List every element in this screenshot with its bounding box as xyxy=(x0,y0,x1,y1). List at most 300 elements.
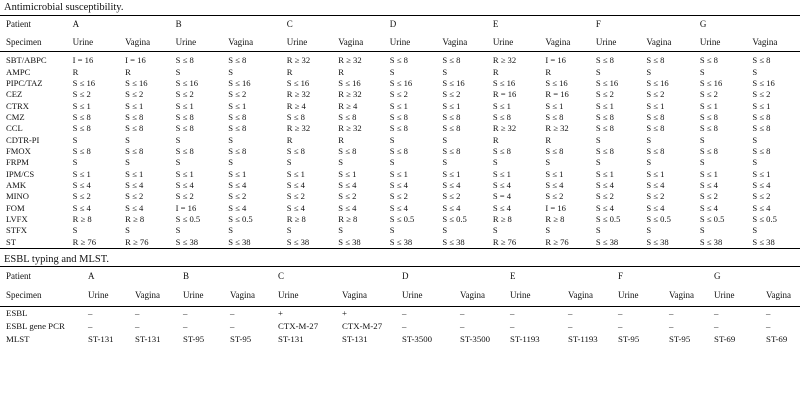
specimen-urine-header: Urine xyxy=(384,33,437,52)
mic-value: S xyxy=(595,134,601,145)
mic-value: S ≤ 8 xyxy=(286,145,305,156)
mic-value: S xyxy=(125,134,130,145)
mic-value: S ≤ 2 xyxy=(72,89,91,100)
patient-f-header: F xyxy=(590,16,694,34)
esbl-value: CTX-M-27 xyxy=(278,321,319,332)
mic-value: S ≤ 1 xyxy=(545,100,564,111)
mic-value: S xyxy=(646,66,652,77)
mic-value: S ≤ 8 xyxy=(699,123,718,134)
esbl-value: – xyxy=(460,308,465,319)
mic-value: R ≥ 32 xyxy=(492,123,517,134)
mic-value: S xyxy=(699,66,705,77)
mic-value: S ≤ 4 xyxy=(228,179,247,190)
mic-value: S ≤ 4 xyxy=(72,179,91,190)
mic-value: S xyxy=(442,225,448,236)
mic-value: S ≤ 16 xyxy=(442,77,465,88)
mic-value: S ≤ 8 xyxy=(442,55,461,66)
esbl-row-label: MLST xyxy=(6,334,30,345)
patient-b-header: B xyxy=(170,16,281,34)
mic-value: R ≥ 4 xyxy=(286,100,306,111)
patient-d-header: D xyxy=(396,266,504,285)
mic-value: S ≤ 1 xyxy=(752,168,771,179)
mic-value: S ≤ 4 xyxy=(338,202,357,213)
specimen-urine-header: Urine xyxy=(708,285,760,307)
mic-value: S ≤ 4 xyxy=(228,202,247,213)
mic-value: S ≤ 8 xyxy=(752,111,771,122)
specimen-vagina-header: Vagina xyxy=(332,33,384,52)
specimen-urine-header: Urine xyxy=(504,285,562,307)
mic-value: S xyxy=(646,134,652,145)
drug-name: CMZ xyxy=(6,111,25,122)
mic-value: S ≤ 8 xyxy=(125,123,144,134)
patient-e-header: E xyxy=(504,266,612,285)
susceptibility-row xyxy=(0,52,800,67)
mic-value: S ≤ 8 xyxy=(646,123,665,134)
mic-value: S ≤ 4 xyxy=(286,202,305,213)
mic-value: S ≤ 8 xyxy=(545,145,564,156)
mic-value: S ≤ 2 xyxy=(338,191,357,202)
mic-value: S ≤ 38 xyxy=(332,237,384,249)
specimen-urine-header: Urine xyxy=(396,285,454,307)
mic-value: S xyxy=(125,157,130,168)
mic-value: S ≤ 4 xyxy=(389,202,408,213)
mic-value: R xyxy=(492,134,499,145)
mic-value: S xyxy=(752,157,758,168)
mic-value: S xyxy=(442,134,448,145)
drug-name: SBT/ABPC xyxy=(6,55,47,66)
mic-value: S ≤ 8 xyxy=(699,55,718,66)
susceptibility-row xyxy=(0,89,800,100)
mic-value: S ≤ 8 xyxy=(228,145,247,156)
specimen-vagina-header: Vagina xyxy=(436,33,487,52)
mic-value: R xyxy=(72,66,79,77)
mic-value: S ≤ 8 xyxy=(595,55,614,66)
mic-value: S ≤ 1 xyxy=(228,168,247,179)
mic-value: S ≤ 4 xyxy=(699,179,718,190)
mic-value: S ≤ 38 xyxy=(694,237,747,249)
esbl-value: ST-1193 xyxy=(510,334,540,345)
mic-value: S ≤ 2 xyxy=(442,89,461,100)
patient-d-header: D xyxy=(384,16,487,34)
susceptibility-row xyxy=(0,202,800,213)
mic-value: S ≤ 1 xyxy=(442,168,461,179)
mic-value: R xyxy=(545,134,552,145)
mic-value: S ≤ 38 xyxy=(640,237,694,249)
specimen-urine-header: Urine xyxy=(487,33,540,52)
specimen-vagina-header: Vagina xyxy=(640,33,694,52)
mic-value: S ≤ 16 xyxy=(389,77,413,88)
mic-value: I = 16 xyxy=(545,202,566,213)
mic-value: I = 16 xyxy=(545,55,566,66)
mic-value: S ≤ 2 xyxy=(286,191,305,202)
mic-value: S ≤ 1 xyxy=(72,168,91,179)
mic-value: S ≤ 4 xyxy=(595,202,614,213)
mic-value: S ≤ 4 xyxy=(646,179,665,190)
mic-value: S ≤ 8 xyxy=(72,145,91,156)
mic-value: R ≥ 8 xyxy=(338,213,358,224)
mic-value: S xyxy=(228,225,233,236)
mic-value: S ≤ 8 xyxy=(699,111,718,122)
mic-value: S ≤ 16 xyxy=(752,77,775,88)
mic-value: S ≤ 0.5 xyxy=(595,213,621,224)
drug-name: FRPM xyxy=(6,157,29,168)
mic-value: S xyxy=(72,225,78,236)
susceptibility-row xyxy=(0,191,800,202)
drug-name: ST xyxy=(0,237,67,249)
susceptibility-row xyxy=(0,123,800,134)
mic-value: S xyxy=(175,157,181,168)
patient-e-header: E xyxy=(487,16,590,34)
specimen-urine-header: Urine xyxy=(170,33,223,52)
mic-value: S ≤ 8 xyxy=(389,145,408,156)
mic-value: S xyxy=(175,225,181,236)
mic-value: S ≤ 8 xyxy=(286,111,305,122)
mic-value: I = 16 xyxy=(125,55,146,66)
mic-value: S ≤ 1 xyxy=(752,100,771,111)
drug-name: CTRX xyxy=(6,100,29,111)
mic-value: S ≤ 4 xyxy=(125,202,144,213)
esbl-value: ST-3500 xyxy=(402,334,433,345)
patient-b-header: B xyxy=(177,266,272,285)
mic-value: R = 16 xyxy=(492,89,517,100)
mic-value: S ≤ 4 xyxy=(492,202,511,213)
mic-value: R ≥ 8 xyxy=(125,213,145,224)
mic-value: S ≤ 4 xyxy=(752,179,771,190)
specimen-vagina-header: Vagina xyxy=(222,33,281,52)
mic-value: R ≥ 32 xyxy=(492,55,517,66)
mic-value: R ≥ 8 xyxy=(72,213,92,224)
drug-name: MINO xyxy=(6,191,29,202)
mic-value: S xyxy=(595,66,601,77)
mic-value: S ≤ 4 xyxy=(125,179,144,190)
mic-value: S xyxy=(389,157,395,168)
esbl-value: + xyxy=(342,308,347,319)
mic-value: S ≤ 16 xyxy=(228,77,251,88)
mic-value: S ≤ 8 xyxy=(228,111,247,122)
specimen-vagina-header: Vagina xyxy=(336,285,396,307)
mic-value: S ≤ 8 xyxy=(125,111,144,122)
patient-g-header: G xyxy=(694,16,800,34)
mic-value: S ≤ 38 xyxy=(590,237,641,249)
mic-value: S ≤ 4 xyxy=(595,179,614,190)
mic-value: S ≤ 4 xyxy=(286,179,305,190)
mic-value: S xyxy=(646,225,652,236)
specimen-urine-header: Urine xyxy=(272,285,336,307)
mic-value: R ≥ 76 xyxy=(119,237,170,249)
mic-value: S xyxy=(492,157,498,168)
drug-name: FMOX xyxy=(6,145,31,156)
mic-value: S ≤ 8 xyxy=(442,123,461,134)
drug-name: CDTR-PI xyxy=(6,134,40,145)
mic-value: S ≤ 8 xyxy=(752,55,771,66)
mic-value: S ≤ 0.5 xyxy=(646,213,671,224)
specimen-urine-header: Urine xyxy=(82,285,129,307)
mic-value: S ≤ 8 xyxy=(646,111,665,122)
esbl-value: – xyxy=(402,321,407,332)
mic-value: S ≤ 4 xyxy=(492,179,511,190)
susceptibility-row xyxy=(0,66,800,77)
mic-value: R = 16 xyxy=(545,89,569,100)
mic-value: S ≤ 8 xyxy=(646,55,665,66)
mic-value: S ≤ 8 xyxy=(338,145,357,156)
mic-value: S ≤ 1 xyxy=(646,100,665,111)
specimen-urine-header: Urine xyxy=(177,285,224,307)
mic-value: S ≤ 16 xyxy=(286,77,310,88)
mic-value: S ≤ 4 xyxy=(545,179,564,190)
mic-value: S ≤ 1 xyxy=(175,168,194,179)
patient-header-row xyxy=(0,266,800,285)
mic-value: S xyxy=(389,225,395,236)
mic-value: S ≤ 4 xyxy=(442,179,461,190)
mic-value: S ≤ 1 xyxy=(492,168,511,179)
mic-value: R ≥ 32 xyxy=(545,123,569,134)
patient-c-header: C xyxy=(272,266,396,285)
drug-name: CCL xyxy=(6,123,23,134)
mic-value: S ≤ 1 xyxy=(595,100,614,111)
specimen-vagina-header: Vagina xyxy=(760,285,800,307)
esbl-row-label: ESBL gene PCR xyxy=(6,321,65,332)
mic-value: S ≤ 4 xyxy=(338,179,357,190)
susceptibility-table xyxy=(0,15,800,249)
esbl-value: + xyxy=(278,308,283,319)
mic-value: S ≤ 1 xyxy=(389,100,408,111)
mic-value: S xyxy=(286,157,292,168)
mic-value: S ≤ 4 xyxy=(752,202,771,213)
drug-name: FOM xyxy=(6,202,25,213)
mic-value: S ≤ 4 xyxy=(646,202,665,213)
esbl-value: ST-131 xyxy=(342,334,368,345)
mic-value: R ≥ 76 xyxy=(539,237,590,249)
specimen-urine-header: Urine xyxy=(67,33,120,52)
esbl-value: – xyxy=(510,321,515,332)
esbl-value: ST-1193 xyxy=(568,334,598,345)
specimen-label: Specimen xyxy=(0,285,82,307)
mic-value: S ≤ 16 xyxy=(72,77,96,88)
mic-value: S xyxy=(699,157,705,168)
mic-value: S ≤ 2 xyxy=(125,191,144,202)
susceptibility-row xyxy=(0,237,800,249)
mic-value: S ≤ 0.5 xyxy=(442,213,467,224)
drug-name: AMPC xyxy=(6,66,31,77)
mic-value: S ≤ 8 xyxy=(752,123,771,134)
mic-value: R ≥ 32 xyxy=(286,123,311,134)
esbl-value: – xyxy=(669,321,674,332)
mic-value: S ≤ 1 xyxy=(175,100,194,111)
drug-name: PIPC/TAZ xyxy=(6,77,43,88)
esbl-value: – xyxy=(510,308,515,319)
mic-value: S ≤ 1 xyxy=(442,100,461,111)
mic-value: S ≤ 16 xyxy=(125,77,148,88)
esbl-value: – xyxy=(669,308,674,319)
mic-value: S ≤ 1 xyxy=(338,168,357,179)
mic-value: R ≥ 4 xyxy=(338,100,358,111)
esbl-value: CTX-M-27 xyxy=(342,321,383,332)
mic-value: S ≤ 2 xyxy=(752,191,771,202)
mic-value: S ≤ 16 xyxy=(175,77,199,88)
mic-value: S ≤ 2 xyxy=(699,191,718,202)
esbl-row-label: ESBL xyxy=(6,308,28,319)
mic-value: S ≤ 8 xyxy=(125,145,144,156)
mic-value: R ≥ 32 xyxy=(338,89,362,100)
mic-value: S ≤ 2 xyxy=(228,89,247,100)
mic-value: S ≤ 2 xyxy=(389,89,408,100)
esbl-value: – xyxy=(88,308,93,319)
mic-value: S xyxy=(442,157,448,168)
patient-g-header: G xyxy=(708,266,800,285)
mic-value: S ≤ 4 xyxy=(72,202,91,213)
specimen-label: Specimen xyxy=(0,33,67,52)
mic-value: R xyxy=(545,66,552,77)
mic-value: S ≤ 1 xyxy=(492,100,511,111)
patient-label: Patient xyxy=(0,16,67,34)
mic-value: R xyxy=(286,134,293,145)
mic-value: S ≤ 2 xyxy=(125,89,144,100)
susceptibility-row xyxy=(0,134,800,145)
mic-value: S ≤ 38 xyxy=(436,237,487,249)
mic-value: S ≤ 2 xyxy=(646,89,665,100)
susceptibility-row xyxy=(0,214,800,225)
drug-name: LVFX xyxy=(6,213,28,224)
mic-value: S ≤ 16 xyxy=(545,77,568,88)
mic-value: S ≤ 2 xyxy=(175,191,194,202)
esbl-value: – xyxy=(568,308,573,319)
susceptibility-row xyxy=(0,225,800,236)
specimen-vagina-header: Vagina xyxy=(746,33,800,52)
mic-value: S xyxy=(175,66,181,77)
mic-value: R ≥ 32 xyxy=(286,55,311,66)
mic-value: S ≤ 8 xyxy=(228,123,247,134)
mic-value: S xyxy=(228,66,233,77)
table2-caption: ESBL typing and MLST. xyxy=(4,253,109,265)
mic-value: S ≤ 1 xyxy=(595,168,614,179)
susceptibility-row xyxy=(0,146,800,157)
susceptibility-row xyxy=(0,168,800,179)
mic-value: S ≤ 8 xyxy=(175,123,194,134)
mic-value: S ≤ 1 xyxy=(699,168,718,179)
esbl-value: ST-95 xyxy=(669,334,691,345)
mic-value: S xyxy=(338,157,344,168)
esbl-value: ST-69 xyxy=(714,334,736,345)
patient-a-header: A xyxy=(82,266,177,285)
esbl-value: – xyxy=(402,308,407,319)
susceptibility-row xyxy=(0,157,800,168)
mic-value: S = 4 xyxy=(492,191,512,202)
esbl-value: – xyxy=(568,321,573,332)
mic-value: S ≤ 2 xyxy=(646,191,665,202)
drug-name: AMK xyxy=(6,179,27,190)
mic-value: S ≤ 2 xyxy=(752,89,771,100)
mic-value: S ≤ 1 xyxy=(125,100,144,111)
esbl-value: ST-3500 xyxy=(460,334,491,345)
mic-value: S ≤ 2 xyxy=(72,191,91,202)
esbl-value: ST-69 xyxy=(766,334,788,345)
mic-value: S ≤ 8 xyxy=(389,123,408,134)
mic-value: S ≤ 8 xyxy=(72,111,91,122)
mic-value: S ≤ 2 xyxy=(595,89,614,100)
mic-value: S ≤ 4 xyxy=(699,202,718,213)
mic-value: R xyxy=(492,66,499,77)
esbl-value: – xyxy=(766,321,771,332)
patient-c-header: C xyxy=(281,16,384,34)
specimen-header-row xyxy=(0,285,800,307)
mic-value: S ≤ 8 xyxy=(228,55,247,66)
mic-value: S ≤ 0.5 xyxy=(699,213,725,224)
mic-value: S xyxy=(752,66,758,77)
patient-a-header: A xyxy=(67,16,170,34)
mic-value: S xyxy=(389,66,395,77)
drug-name: CEZ xyxy=(6,89,23,100)
mic-value: S xyxy=(228,157,233,168)
specimen-urine-header: Urine xyxy=(590,33,641,52)
mic-value: S ≤ 8 xyxy=(492,145,511,156)
drug-name: IPM/CS xyxy=(6,168,35,179)
mic-value: R xyxy=(286,66,293,77)
esbl-value: ST-95 xyxy=(230,334,252,345)
mic-value: S xyxy=(545,157,551,168)
mic-value: S ≤ 1 xyxy=(646,168,665,179)
esbl-value: – xyxy=(230,308,235,319)
mic-value: S ≤ 2 xyxy=(389,191,408,202)
mic-value: S ≤ 4 xyxy=(389,179,408,190)
patient-f-header: F xyxy=(612,266,708,285)
susceptibility-row xyxy=(0,112,800,123)
mic-value: R xyxy=(338,66,345,77)
mic-value: S ≤ 1 xyxy=(699,100,718,111)
esbl-value: – xyxy=(230,321,235,332)
mic-value: S xyxy=(595,225,601,236)
mic-value: S ≤ 8 xyxy=(699,145,718,156)
esbl-value: – xyxy=(618,321,623,332)
mic-value: S ≤ 8 xyxy=(646,145,665,156)
esbl-row xyxy=(0,320,800,333)
mic-value: S ≤ 2 xyxy=(595,191,614,202)
esbl-row xyxy=(0,333,800,346)
specimen-vagina-header: Vagina xyxy=(539,33,590,52)
drug-name: STFX xyxy=(6,225,28,236)
specimen-urine-header: Urine xyxy=(612,285,663,307)
mic-value: S ≤ 1 xyxy=(389,168,408,179)
mic-value: S xyxy=(699,225,705,236)
mic-value: S ≤ 16 xyxy=(338,77,361,88)
mic-value: S ≤ 8 xyxy=(595,123,614,134)
mic-value: S xyxy=(545,225,551,236)
mic-value: R xyxy=(125,66,131,77)
mic-value: S ≤ 8 xyxy=(389,111,408,122)
mic-value: S ≤ 0.5 xyxy=(389,213,415,224)
mic-value: S ≤ 38 xyxy=(746,237,800,249)
mic-value: R ≥ 32 xyxy=(338,55,362,66)
patient-label: Patient xyxy=(0,266,82,285)
mic-value: R ≥ 76 xyxy=(487,237,540,249)
mic-value: R ≥ 8 xyxy=(286,213,306,224)
esbl-value: – xyxy=(135,308,140,319)
mic-value: S ≤ 8 xyxy=(175,55,194,66)
mic-value: S ≤ 8 xyxy=(442,111,461,122)
mic-value: S ≤ 38 xyxy=(222,237,281,249)
mic-value: S ≤ 16 xyxy=(492,77,516,88)
esbl-value: ST-131 xyxy=(278,334,304,345)
mic-value: S ≤ 8 xyxy=(595,145,614,156)
mic-value: S xyxy=(286,225,292,236)
esbl-value: – xyxy=(714,321,719,332)
mic-value: S xyxy=(72,157,78,168)
mic-value: R ≥ 76 xyxy=(67,237,120,249)
mic-value: S xyxy=(125,225,130,236)
mic-value: S xyxy=(595,157,601,168)
esbl-value: – xyxy=(766,308,771,319)
mic-value: S xyxy=(389,134,395,145)
mic-value: S ≤ 8 xyxy=(175,111,194,122)
